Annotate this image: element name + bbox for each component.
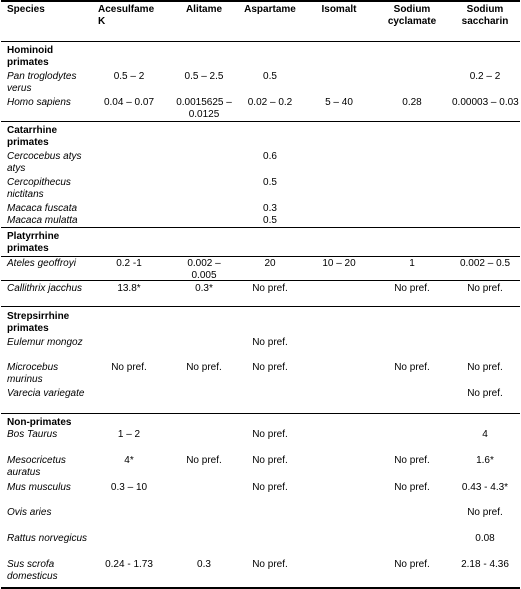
species-name: Macaca mulatta: [7, 215, 78, 226]
value-cell: 0.08: [475, 533, 495, 544]
value-cell: No pref.: [252, 283, 288, 294]
table-top-rule: [1, 0, 520, 2]
species-name: Eulemur mongoz: [7, 337, 83, 348]
column-header-species: Species: [7, 4, 45, 15]
value-cell: 5 – 40: [325, 97, 353, 108]
value-cell: 13.8*: [117, 283, 141, 294]
species-name: Ovis aries: [7, 507, 52, 518]
value-cell: No pref.: [186, 455, 222, 466]
group-subheader-rule: [1, 256, 520, 257]
value-cell: No pref.: [394, 482, 430, 493]
species-name: Bos Taurus: [7, 429, 58, 440]
group-heading: Platyrrhine primates: [7, 231, 60, 254]
value-cell: 0.3*: [195, 283, 213, 294]
group-heading: Hominoid primates: [7, 45, 54, 68]
value-cell: No pref.: [111, 362, 147, 373]
value-cell: 0.3: [197, 559, 211, 570]
group-divider: [1, 306, 520, 307]
value-cell: 0.5 – 2: [113, 71, 145, 82]
group-heading: Strepsirrhine primates: [7, 311, 70, 334]
value-cell: 0.5 – 2.5: [184, 71, 224, 82]
species-name: Rattus norvegicus: [7, 533, 88, 544]
species-name: Sus scrofa domesticus: [7, 559, 58, 582]
value-cell: 0.3: [263, 203, 277, 214]
species-name: Cercocebus atys atys: [7, 151, 82, 174]
value-cell: 0.28: [402, 97, 422, 108]
value-cell: No pref.: [394, 455, 430, 466]
species-name: Homo sapiens: [7, 97, 71, 108]
value-cell: 0.2 – 2: [469, 71, 501, 82]
group-heading: Non-primates: [7, 417, 72, 428]
value-cell: No pref.: [252, 362, 288, 373]
value-cell: 0.0015625 – 0.0125: [176, 97, 232, 120]
species-name: Mus musculus: [7, 482, 71, 493]
column-header-sodium-cyclamate: Sodium cyclamate: [387, 4, 437, 27]
value-cell: 0.04 – 0.07: [103, 97, 155, 108]
value-cell: No pref.: [394, 559, 430, 570]
species-name: Pan troglodytes verus: [7, 71, 77, 94]
value-cell: 0.2 -1: [116, 258, 142, 269]
value-cell: No pref.: [186, 362, 222, 373]
column-header-alitame: Alitame: [185, 4, 223, 15]
value-cell: No pref.: [394, 283, 430, 294]
value-cell: No pref.: [467, 283, 503, 294]
value-cell: 1.6*: [476, 455, 494, 466]
species-name: Callithrix jacchus: [7, 283, 83, 294]
value-cell: 0.5: [263, 215, 277, 226]
species-name: Ateles geoffroyi: [7, 258, 76, 269]
species-name: Microcebus murinus: [7, 362, 59, 385]
value-cell: 2.18 - 4.36: [461, 559, 509, 570]
value-cell: 20: [264, 258, 276, 269]
group-heading: Catarrhine primates: [7, 125, 58, 148]
value-cell: No pref.: [252, 482, 288, 493]
value-cell: No pref.: [467, 507, 503, 518]
value-cell: 4*: [124, 455, 134, 466]
column-header-aspartame: Aspartame: [244, 4, 296, 15]
value-cell: 0.02 – 0.2: [247, 97, 293, 108]
value-cell: 0.43 - 4.3*: [461, 482, 509, 493]
value-cell: 0.002 – 0.5: [459, 258, 511, 269]
row-divider: [1, 280, 520, 281]
group-divider: [1, 121, 520, 122]
column-header-isomalt: Isomalt: [321, 4, 357, 15]
value-cell: 0.00003 – 0.03: [452, 97, 519, 108]
value-cell: No pref.: [252, 337, 288, 348]
group-divider: [1, 227, 520, 228]
species-name: Mesocricetus auratus: [7, 455, 66, 478]
species-name: Cercopithecus nictitans: [7, 177, 71, 200]
header-bottom-rule: [1, 41, 520, 42]
value-cell: 10 – 20: [322, 258, 356, 269]
value-cell: 1: [409, 258, 415, 269]
group-divider: [1, 413, 520, 414]
value-cell: 0.6: [263, 151, 277, 162]
value-cell: 1 – 2: [117, 429, 141, 440]
column-header-acesulfame-k: Acesulfame K: [98, 4, 155, 27]
value-cell: 4: [482, 429, 488, 440]
value-cell: 0.5: [263, 71, 277, 82]
value-cell: No pref.: [252, 429, 288, 440]
value-cell: No pref.: [467, 388, 503, 399]
value-cell: No pref.: [252, 559, 288, 570]
value-cell: 0.002 – 0.005: [187, 258, 221, 281]
value-cell: 0.24 - 1.73: [105, 559, 153, 570]
value-cell: 0.5: [263, 177, 277, 188]
species-name: Macaca fuscata: [7, 203, 78, 214]
value-cell: No pref.: [467, 362, 503, 373]
value-cell: No pref.: [394, 362, 430, 373]
species-name: Varecia variegate: [7, 388, 85, 399]
column-header-sodium-saccharin: Sodium saccharin: [461, 4, 509, 27]
value-cell: No pref.: [252, 455, 288, 466]
value-cell: 0.3 – 10: [110, 482, 148, 493]
